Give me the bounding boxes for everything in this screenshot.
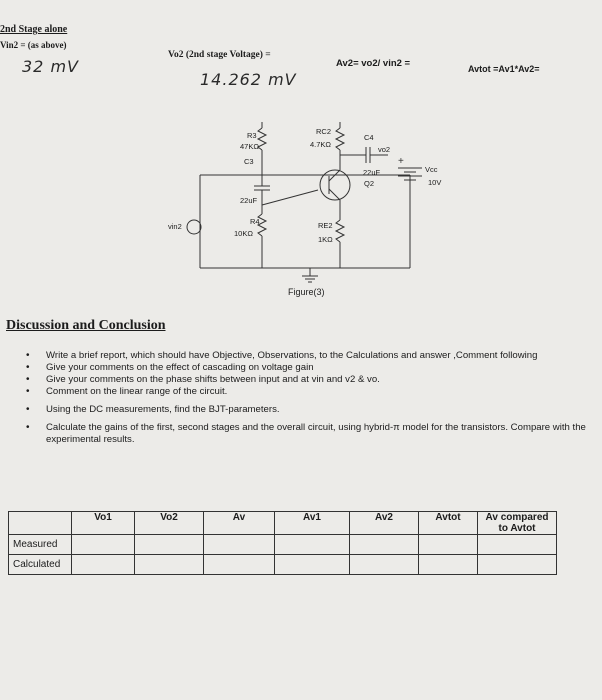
table-header-cell: Av2 [350, 512, 419, 535]
row-label-measured: Measured [9, 535, 72, 555]
table-cell[interactable] [478, 555, 557, 575]
table-cell[interactable] [350, 555, 419, 575]
c4-value: 22uF [363, 168, 381, 177]
figure-caption: Figure(3) [288, 287, 325, 297]
list-item: • Give your comments on the phase shifts between input and at vin and v2 & vo. [26, 374, 380, 385]
table-cell[interactable] [350, 535, 419, 555]
vcc-label: Vcc [425, 165, 438, 174]
rc2-label: RC2 [316, 127, 332, 136]
discussion-list [26, 350, 598, 446]
table-header-cell: Vo1 [72, 512, 135, 535]
table-header-cell: Av1 [275, 512, 350, 535]
circuit-diagram [0, 0, 602, 320]
r4-label: R4 [250, 217, 260, 226]
table-cell[interactable] [478, 535, 557, 555]
table-header-row [9, 512, 557, 535]
avtot-formula: Avtot =Av1*Av2= [468, 64, 540, 74]
table-cell[interactable] [135, 535, 204, 555]
table-row [9, 535, 557, 555]
stage-alone-title: 2nd Stage alone [0, 24, 68, 35]
table-header-cell: Av compared to Avtot [478, 512, 557, 535]
list-item: • Give your comments on the effect of cascading on voltage gain [26, 362, 314, 373]
list-item: • Calculate the gains of the first, second stages and the overall circuit, using hybrid-π model for the transistors. Compare with the experimental results. [26, 422, 586, 445]
r4-value: 10KΩ [234, 229, 253, 238]
vcc-value: 10V [428, 178, 442, 187]
vin2-label: Vin2 = (as above) [0, 40, 67, 50]
list-item: • Comment on the linear range of the circuit. [26, 386, 228, 397]
vin2-source [187, 220, 201, 234]
row-label-calculated: Calculated [9, 555, 72, 575]
list-item: • Write a brief report, which should have Objective, Observations, to the Calculations and answer ,Comment following [26, 350, 538, 361]
re2-value: 1KΩ [318, 235, 333, 244]
table-header-cell: Vo2 [135, 512, 204, 535]
vo2-label: Vo2 (2nd stage Voltage) = [168, 50, 271, 60]
table-cell[interactable] [275, 535, 350, 555]
c4-label: C4 [364, 133, 374, 142]
table-cell[interactable] [204, 535, 275, 555]
results-table [8, 511, 557, 575]
table-cell[interactable] [275, 555, 350, 575]
vo2-node-label: vo2 [378, 145, 391, 154]
table-header-cell: Avtot [419, 512, 478, 535]
list-item: • Using the DC measurements, find the BJT-parameters. [26, 404, 280, 415]
c3-value: 22uF [240, 196, 258, 205]
r3-resistor [258, 128, 266, 150]
table-row [9, 555, 557, 575]
c3-label: C3 [244, 157, 254, 166]
av2-formula: Av2= vo2/ vin2 = [336, 58, 411, 69]
rc2-resistor [336, 128, 344, 150]
q2-label: Q2 [364, 179, 375, 188]
svg-text:+: + [398, 156, 404, 167]
table-cell[interactable] [419, 555, 478, 575]
table-header-cell [9, 512, 72, 535]
re2-label: RE2 [318, 221, 333, 230]
vin2-node-label: vin2 [168, 222, 182, 231]
discussion-heading: Discussion and Conclusion [6, 318, 166, 333]
vo2-handwritten-value: 14.262 mV [200, 70, 297, 89]
re2-resistor [336, 220, 344, 242]
r3-label: R3 [247, 131, 257, 140]
table-cell[interactable] [72, 555, 135, 575]
vin2-handwritten-value: 32 mV [22, 57, 79, 76]
table-cell[interactable] [72, 535, 135, 555]
table-cell[interactable] [419, 535, 478, 555]
rc2-value: 4.7KΩ [310, 140, 332, 149]
r3-value: 47KΩ [240, 142, 259, 151]
table-cell[interactable] [135, 555, 204, 575]
table-cell[interactable] [204, 555, 275, 575]
table-header-cell: Av [204, 512, 275, 535]
